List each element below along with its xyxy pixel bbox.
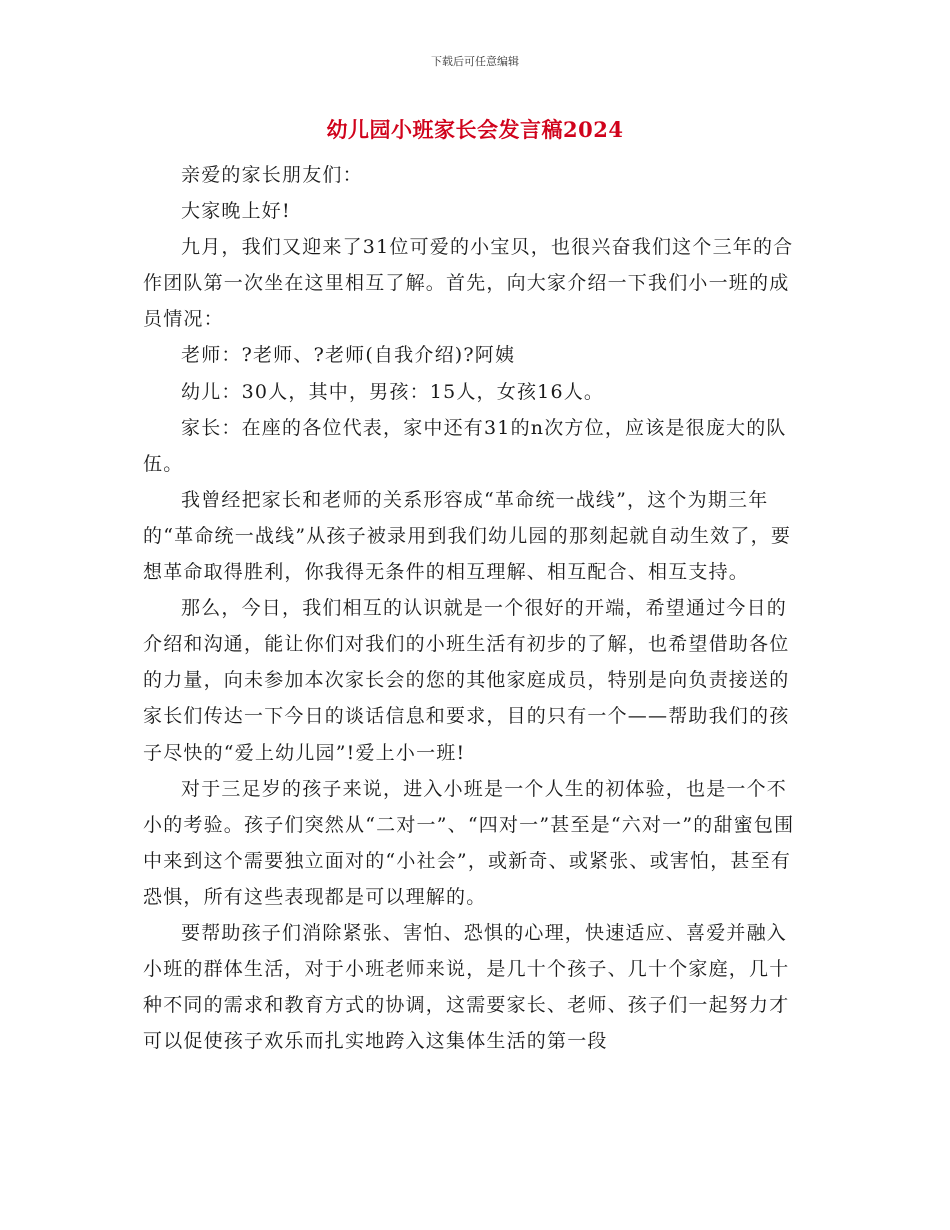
paragraph: 九月，我们又迎来了31位可爱的小宝贝，也很兴奋我们这个三年的合作团队第一次坐在这里相互了解。首先，向大家介绍一下我们小一班的成员情况： <box>143 236 794 331</box>
paragraph: 我曾经把家长和老师的关系形容成“革命统一战线”，这个为期三年的“革命统一战线”从孩子被录用到我们幼儿园的那刻起就自动生效了，要想革命取得胜利，你我得无条件的相互理解、相互配合、相互支持。 <box>143 488 792 584</box>
paragraph: 大家晚上好! <box>181 200 291 223</box>
paragraph: 对于三足岁的孩子来说，进入小班是一个人生的初体验，也是一个不小的考验。孩子们突然从“二对一”、“四对一”甚至是“六对一”的甜蜜包围中来到这个需要独立面对的“小社会”，或新奇、或紧张、或害怕，甚至有恐惧，所有这些表现都是可以理解的。 <box>143 777 795 908</box>
paragraph: 那么，今日，我们相互的认识就是一个很好的开端，希望通过今日的介绍和沟通，能让你们对我们的小班生活有初步的了解，也希望借助各位的力量，向未参加本次家长会的您的其他家庭成员，特别是向负责接送的家长们传达一下今日的谈话信息和要求，目的只有一个——帮助我们的孩子尽快的“爱上幼儿园”!爱上小一班! <box>143 597 790 764</box>
page-header-note: 下载后可任意编辑 <box>431 55 519 68</box>
document-title: 幼儿园小班家长会发言稿2024 <box>326 117 624 142</box>
paragraph: 亲爱的家长朋友们： <box>181 164 363 186</box>
paragraph: 幼儿：30人，其中，男孩：15人，女孩16人。 <box>181 380 605 403</box>
document-body <box>143 157 803 1059</box>
paragraph: 老师：?老师、?老师(自我介绍)?阿姨 <box>181 344 516 367</box>
paragraph: 家长：在座的各位代表，家中还有31的n次方位，应该是很庞大的队伍。 <box>143 416 787 475</box>
paragraph: 要帮助孩子们消除紧张、害怕、恐惧的心理，快速适应、喜爱并融入小班的群体生活，对于小班老师来说，是几十个孩子、几十个家庭，几十种不同的需求和教育方式的协调，这需要家长、老师、孩子们一起努力才可以促使孩子欢乐而扎实地跨入这集体生活的第一段 <box>143 921 790 1053</box>
